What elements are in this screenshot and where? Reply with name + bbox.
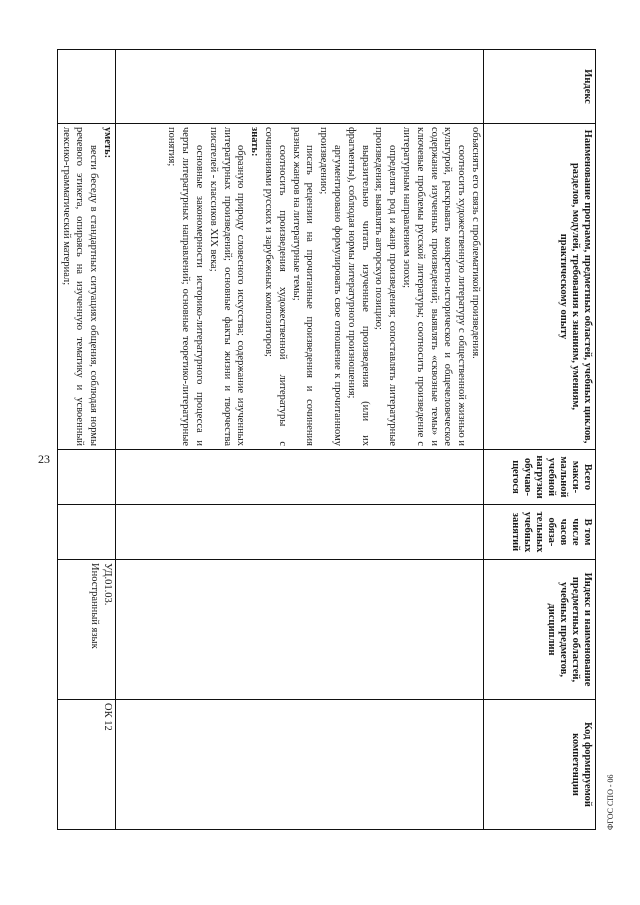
table-row [57,50,115,830]
table-row [116,50,484,830]
text-line: писать рецензии на прочитанные произведения и сочинения разных жанров на литературные темы; [290,127,316,446]
text-line: объяснять его связь с проблематикой произведения. [470,127,481,359]
text-line: выразительно читать изученные произведения (или их фрагменты), соблюдая нормы литературного произношения; [345,127,371,446]
text-line: вести беседу в стандартных ситуациях общения, соблюдая нормы речевого этикета, опираясь на изученную тематику и усвоенный лексико-грамматический материал; [60,127,100,446]
curriculum-table-container [60,49,596,829]
header-name: Наименование программ, предметных областей, учебных циклов, разделов, модулей, требования к знаниям, умениям, практическому опыту [484,124,596,450]
label-can: уметь: [102,127,113,159]
cell-index [57,50,115,124]
cell-code: ОК 12 [57,700,115,830]
text-line: основные закономерности историко-литературного процесса и черты литературных направлений; основные теоретико-литературные понятия; [166,127,206,446]
header-subjects: Индекс и наименование предметных областей, учебных предметов, дисциплин [484,560,596,700]
cell-total [116,450,484,505]
table-header-row [484,50,596,830]
header-total: Всего макси-мальной учебной нагрузки обучаю-щегося [484,450,596,505]
text-line: соотносить произведения художественной литературы с сочинениями русских и зарубежных композиторов; [263,127,288,446]
header-code: Код формируемой компетенции [484,700,596,830]
cell-subjects [57,560,115,700]
cell-required [116,505,484,560]
cell-required [57,505,115,560]
page-number: 23 [38,452,50,466]
footer-code: ФГОС СПО - 06 [606,774,615,830]
header-required: В том числе часов обяза-тельных учебных занятий [484,505,596,560]
text-line: определять род и жанр произведения; сопоставлять литературные произведения; выявлять авторскую позицию; [373,127,399,446]
cell-subjects [116,560,484,700]
text-line: аргументировано формулировать свое отношение к прочитанному произведению; [318,127,344,446]
curriculum-table [57,49,596,830]
cell-code [116,700,484,830]
cell-requirements [57,124,115,450]
subject-name: Иностранный язык [89,563,100,649]
cell-index [116,50,484,124]
text-line: образную природу словесного искусства; содержание изученных литературных произведений; основные факты жизни и творчества писателей - классиков XIX века; [207,127,247,446]
label-know: знать: [249,127,261,157]
text-line: соотносить художественную литературу с общественной жизнью и культурой, раскрывать конкретно-историческое и общечеловеческое содержание изученных произведений; выявлять «сквозные темы» и ключевые проблемы русской литературы; соотносить произведение с литературным направлением эпохи; [401,127,468,446]
subject-index: УД.01.03. [102,563,113,606]
header-index: Индекс [484,50,596,124]
cell-total [57,450,115,505]
cell-requirements [116,124,484,450]
